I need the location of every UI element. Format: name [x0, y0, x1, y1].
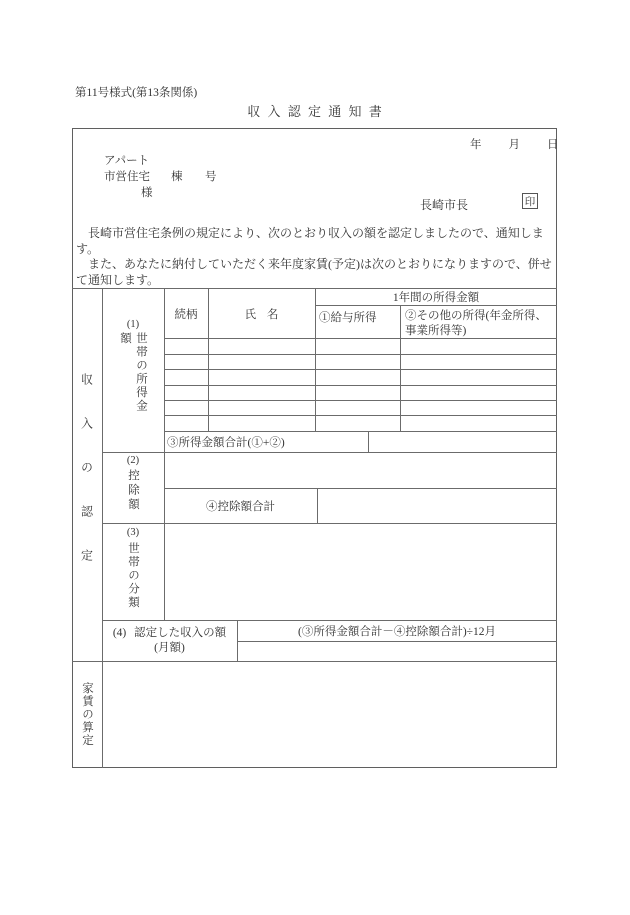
paragraph-line: 長崎市営住宅条例の規定により、次のとおり収入の額を認定しましたので、通知します。	[76, 226, 544, 256]
section1-label-wrap	[102, 332, 164, 424]
income-total-row-label: ③所得金額合計(①+②)	[167, 436, 285, 449]
section4-value-cell	[237, 641, 557, 661]
paragraph-line: て通知します。	[76, 273, 160, 288]
section4-label-line1: (4) 認定した収入の額	[112, 626, 227, 639]
section1-number: (1)	[126, 319, 140, 330]
section4-formula: (③所得金額合計－④控除額合計)÷12月	[298, 625, 496, 638]
section4-label	[102, 620, 237, 661]
col-header-salary: ①給与所得	[319, 312, 377, 324]
addressee-apartment: アパート	[104, 155, 150, 167]
year-label: 年	[470, 139, 482, 151]
section1-label: 世帯の所得金額	[119, 332, 147, 413]
col-header-name: 氏 名	[244, 308, 279, 321]
addressee-building: 棟	[171, 171, 183, 183]
day-label: 日	[547, 139, 559, 151]
income-section-label: 収入の認定	[79, 372, 94, 593]
document-title: 収 入 認 定 通 知 書	[247, 104, 383, 119]
col-header-relationship: 続柄	[174, 308, 198, 321]
income-section-label-wrap	[72, 288, 102, 661]
section2-number: (2)	[126, 455, 140, 466]
col-header-other: ②その他の所得(年金所得、事業所得等)	[405, 310, 547, 337]
col-header-annual-income: 1年間の所得金額	[392, 292, 480, 304]
month-label: 月	[508, 139, 520, 151]
deduction-total-value-cell	[317, 488, 557, 523]
rent-section-label-wrap	[72, 661, 102, 768]
notice-paragraph	[76, 226, 558, 289]
section2-label-wrap	[102, 468, 164, 514]
rent-section-label: 家賃の算定	[81, 682, 93, 747]
section3-number: (3)	[126, 527, 140, 538]
deduction-total-label: ④控除額合計	[206, 500, 275, 513]
income-total-value-cell	[368, 431, 557, 452]
addressee-unit: 号	[205, 171, 217, 183]
household-class-cell	[164, 523, 557, 620]
addressee-honorific: 様	[141, 187, 153, 199]
issuer-name: 長崎市長	[420, 198, 469, 212]
date-line	[470, 136, 559, 152]
seal-box: 印	[522, 193, 538, 209]
section3-label-wrap	[102, 541, 164, 611]
paragraph-line: また、あなたに納付していただく来年度家賃(予定)は次のとおりになりますので、併せ	[88, 257, 552, 272]
section4-label-line2: (月額)	[154, 641, 185, 654]
section3-label: 世帯の分類	[127, 542, 139, 610]
deduction-detail-cell	[164, 452, 557, 488]
rent-calc-cell	[102, 661, 557, 768]
addressee-housing: 市営住宅	[104, 171, 150, 183]
form-number: 第11号様式(第13条関係)	[75, 87, 198, 99]
income-member-rows	[164, 338, 557, 431]
section2-label: 控除額	[127, 469, 139, 513]
